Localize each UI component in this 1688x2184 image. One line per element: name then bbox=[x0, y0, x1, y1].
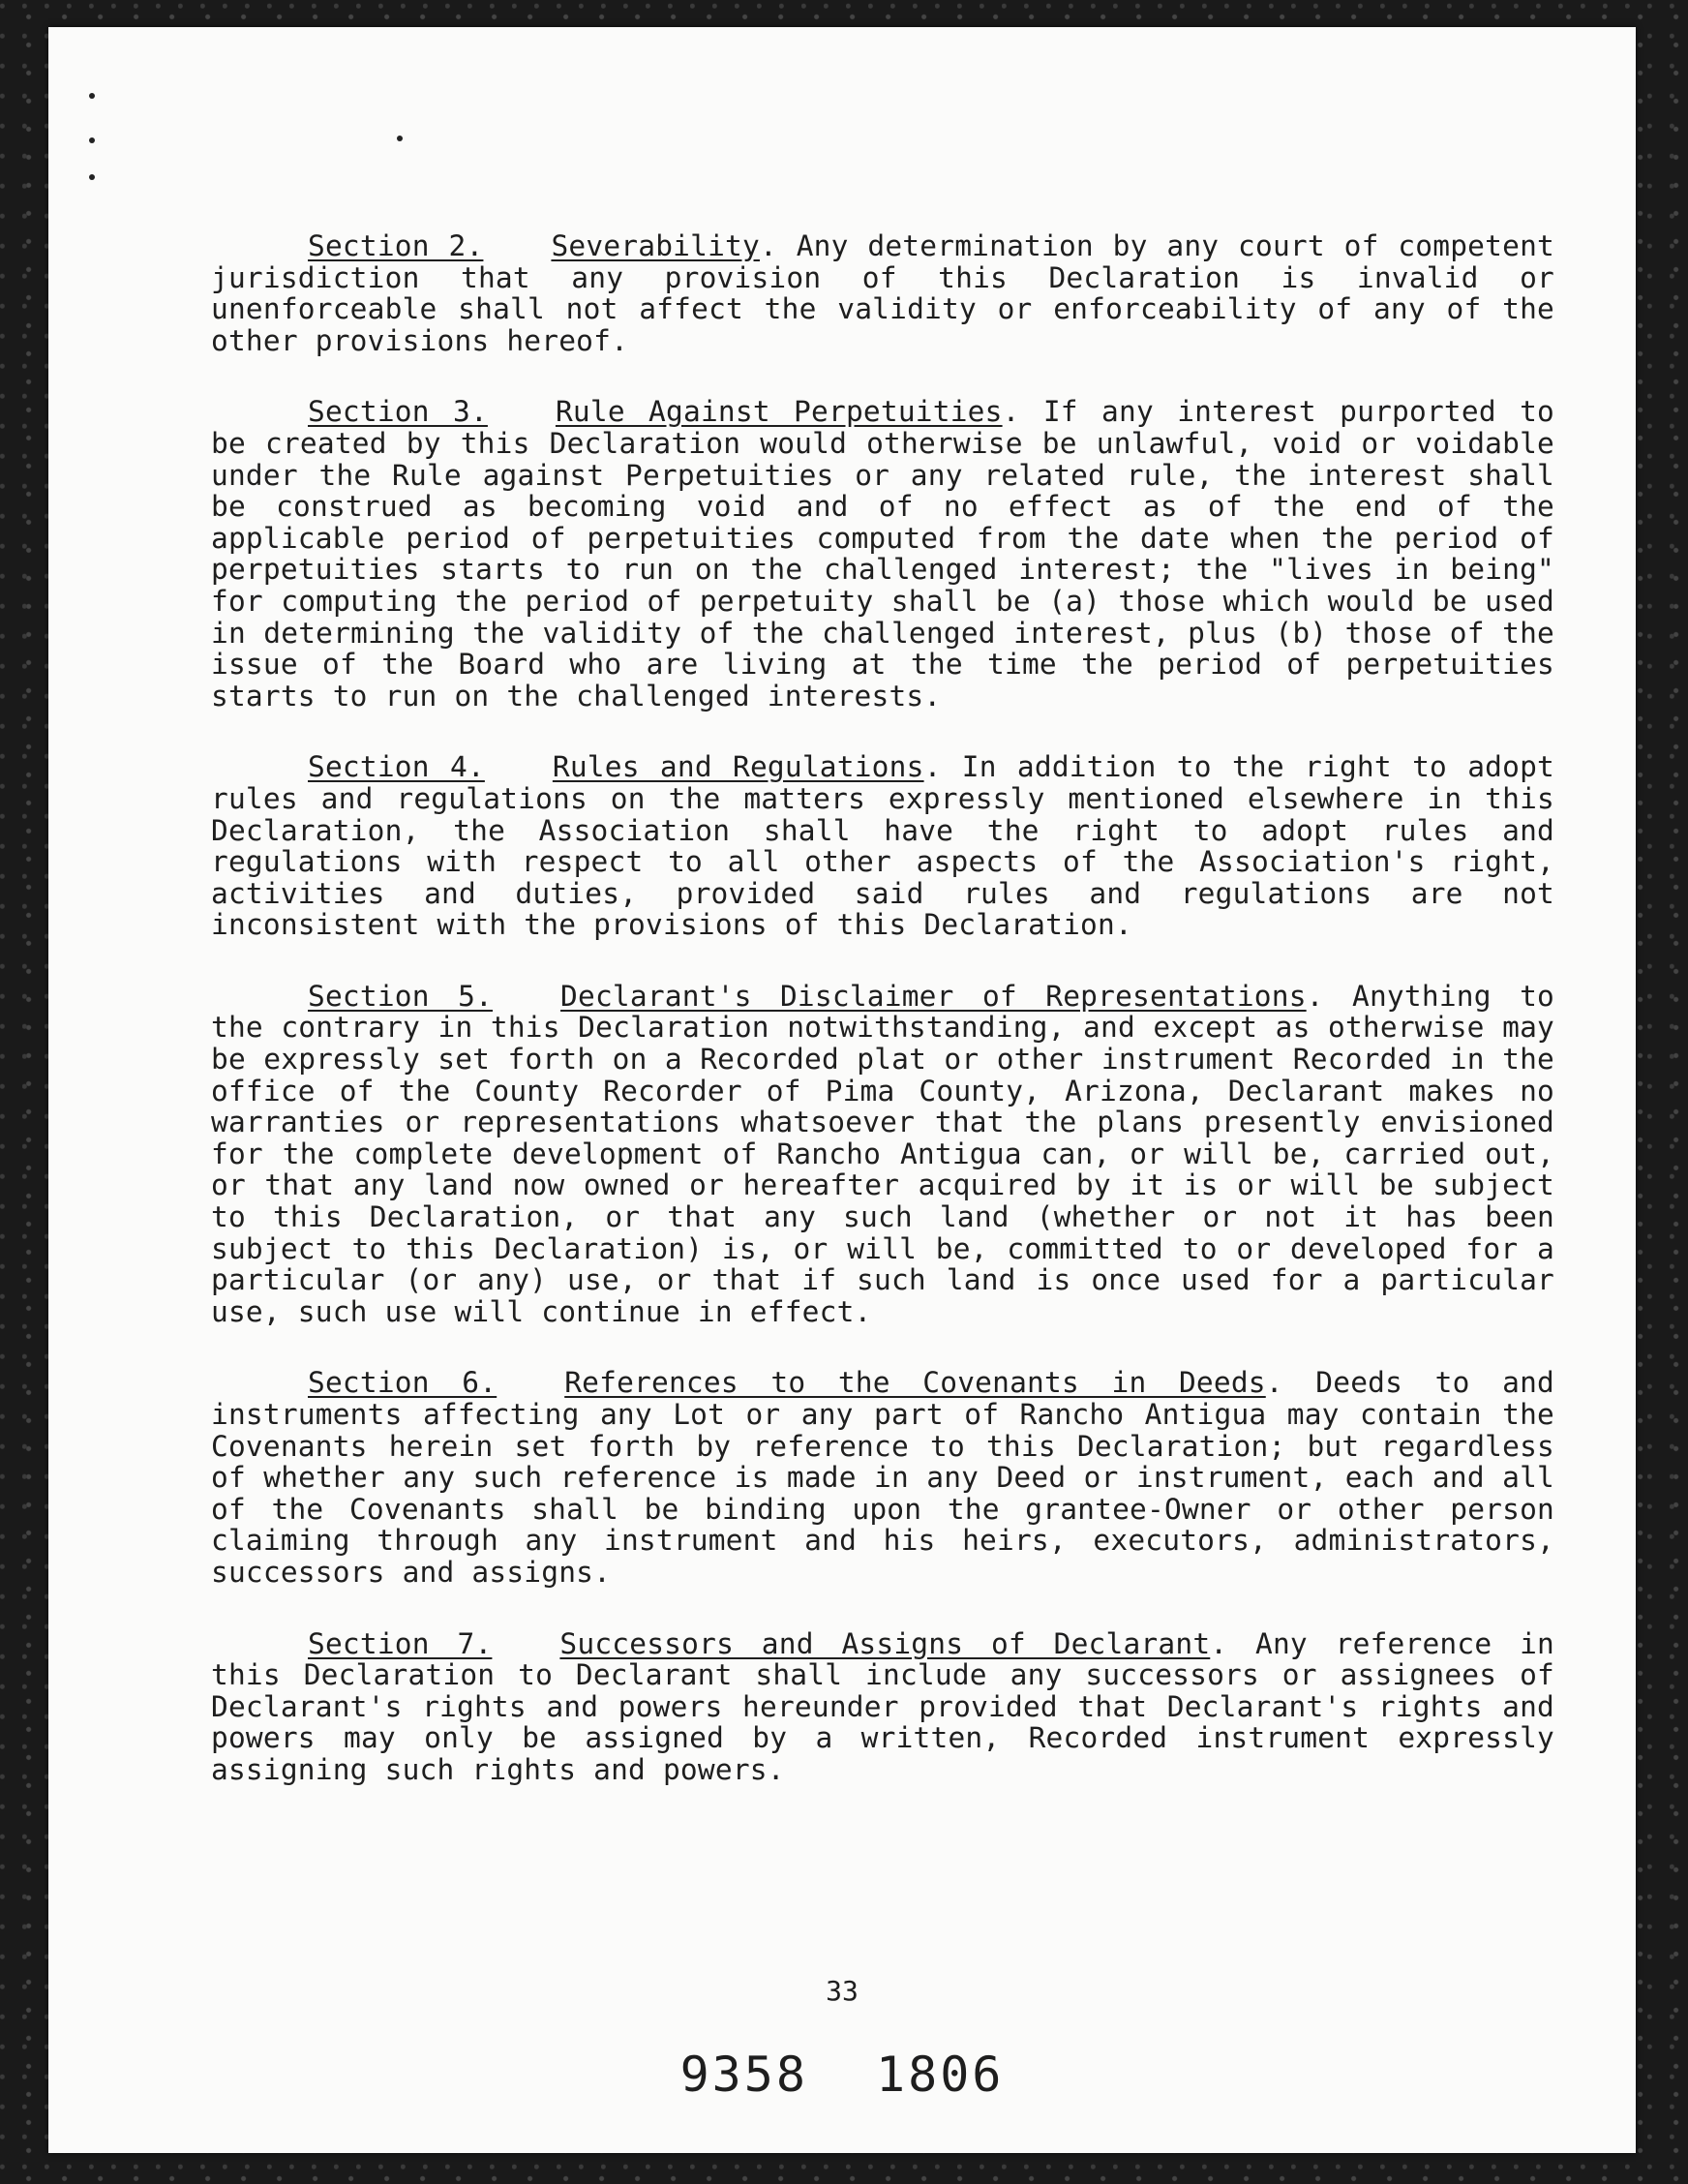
section-4: Section 4. Rules and Regulations. In addition to the right to adopt rules and regulations on the matters expressly mentioned elsewhere in this Declaration, the Association shall have the right to adopt rules and regulations with respect to all other aspects of the Association's right, activities and duties, provided said rules and regulations are not inconsistent with the provisions of this Declaration. bbox=[211, 750, 1555, 942]
section-title: References to the Covenants in Deeds bbox=[564, 1366, 1266, 1400]
section-text: In addition to the right to adopt rules and regulations on the matters expressly mentioned elsewhere in this Declaration, the Association shall have the right to adopt rules and regulations with respect to all other aspects of the Association's right, activities and duties, provided said rules and regulations are not inconsistent with the provisions of this Declaration. bbox=[211, 750, 1555, 942]
section-text: Anything to the contrary in this Declaration notwithstanding, and except as otherwise may be expressly set forth on a Recorded plat or other instrument Recorded in the office of the County Recorder of Pima County, Arizona, Declarant makes no warranties or representations whatsoever that the plans presently envisioned for the complete development of Rancho Antigua can, or will be, carried out, or that any land now owned or hereafter acquired by it is or will be subject to this Declaration, or that any such land (whether or not it has been subject to this Declaration) is, or will be, committed to or developed for a particular (or any) use, or that if such land is once used for a particular use, such use will continue in effect. bbox=[211, 979, 1554, 1328]
section-title: Rule Against Perpetuities bbox=[555, 395, 1003, 429]
section-title: Rules and Regulations bbox=[552, 750, 924, 784]
section-title: Severability bbox=[551, 229, 760, 262]
section-5: Section 5. Declarant's Disclaimer of Representations. Anything to the contrary in this Declaration notwithstanding, and except as otherwise may be expressly set forth on a Recorded plat or other instrument Recorded in the office of the County Recorder of Pima County, Arizona, Declarant makes no warranties or representations whatsoever that the plans presently envisioned for the complete development of Rancho Antigua can, or will be, carried out, or that any land now owned or hereafter acquired by it is or will be subject to this Declaration, or that any such land (whether or not it has been subject to this Declaration) is, or will be, committed to or developed for a particular (or any) use, or that if such land is once used for a particular use, such use will continue in effect. bbox=[211, 979, 1554, 1328]
section-number: Section 4. bbox=[308, 750, 485, 784]
document-page bbox=[48, 27, 1636, 2153]
recording-page: 1806 bbox=[876, 2047, 1005, 2103]
section-3: Section 3. Rule Against Perpetuities. If any interest purported to be created by this Declaration would otherwise be unlawful, void or voidable under the Rule against Perpetuities or any related rule, the interest shall be construed as becoming void and of no effect as of the end of the applicable period of perpetuities computed from the date when the period of perpetuities starts to run on the challenged interest; the "lives in being" for computing the period of perpetuity shall be (a) those which would be used in determining the validity of the challenged interest, plus (b) those of the issue of the Board who are living at the time the period of perpetuities starts to run on the challenged interests. bbox=[211, 395, 1555, 713]
section-number: Section 5. bbox=[308, 979, 494, 1013]
section-number: Section 3. bbox=[308, 395, 488, 429]
section-6: Section 6. References to the Covenants in Deeds. Deeds to and instruments affecting any Lot or any part of Rancho Antigua may contain the Covenants herein set forth by reference to this Declaration; but regardless of whether any such reference is made in any Deed or instrument, each and all of the Covenants shall be binding upon the grantee-Owner or other person claiming through any instrument and his heirs, executors, administrators, successors and assigns. bbox=[211, 1366, 1555, 1589]
scan-speck bbox=[397, 136, 403, 141]
scan-speck bbox=[89, 137, 95, 143]
section-text: Any reference in this Declaration to Declarant shall include any successors or assignees of Declarant's rights and powers hereunder provided that Declarant's rights and powers may only be assigned by a written, Recorded instrument expressly assigning such rights and powers. bbox=[211, 1626, 1555, 1786]
section-number: Section 2. bbox=[308, 229, 484, 262]
section-2: Section 2. Severability. Any determination by any court of competent jurisdiction that any provision of this Declaration is invalid or unenforceable shall not affect the validity or enforceability of any of the other provisions hereof. bbox=[211, 229, 1554, 357]
recording-book: 9358 bbox=[679, 2047, 808, 2103]
section-text: Deeds to and instruments affecting any Lot or any part of Rancho Antigua may contain the Covenants herein set forth by reference to this Declaration; but regardless of whether any such reference is made in any Deed or instrument, each and all of the Covenants shall be binding upon the grantee-Owner or other person claiming through any instrument and his heirs, executors, administrators, successors and assigns. bbox=[211, 1366, 1555, 1589]
section-7: Section 7. Successors and Assigns of Declarant. Any reference in this Declaration to Declarant shall include any successors or assignees of Declarant's rights and powers hereunder provided that Declarant's rights and powers may only be assigned by a written, Recorded instrument expressly assigning such rights and powers. bbox=[211, 1626, 1555, 1786]
section-number: Section 6. bbox=[308, 1366, 497, 1400]
page-number: 33 bbox=[826, 1975, 859, 2007]
scan-speck bbox=[89, 93, 95, 99]
section-text: If any interest purported to be created by this Declaration would otherwise be unlawful, void or voidable under the Rule against Perpetuities or any related rule, the interest shall be construed as becoming void and of no effect as of the end of the applicable period of perpetuities computed from the date when the period of perpetuities starts to run on the challenged interest; the "lives in being" for computing the period of perpetuity shall be (a) those which would be used in determining the validity of the challenged interest, plus (b) those of the issue of the Board who are living at the time the period of perpetuities starts to run on the challenged interests. bbox=[211, 395, 1555, 713]
section-title: Declarant's Disclaimer of Representations bbox=[560, 979, 1307, 1013]
document-body bbox=[211, 230, 1554, 1826]
section-title: Successors and Assigns of Declarant bbox=[559, 1626, 1211, 1660]
section-number: Section 7. bbox=[308, 1626, 493, 1660]
section-text: Any determination by any court of competent jurisdiction that any provision of this Declaration is invalid or unenforceable shall not affect the validity or enforceability of any of the other provisions hereof. bbox=[211, 229, 1554, 357]
scan-speck bbox=[89, 174, 95, 180]
recording-number bbox=[48, 2047, 1636, 2103]
